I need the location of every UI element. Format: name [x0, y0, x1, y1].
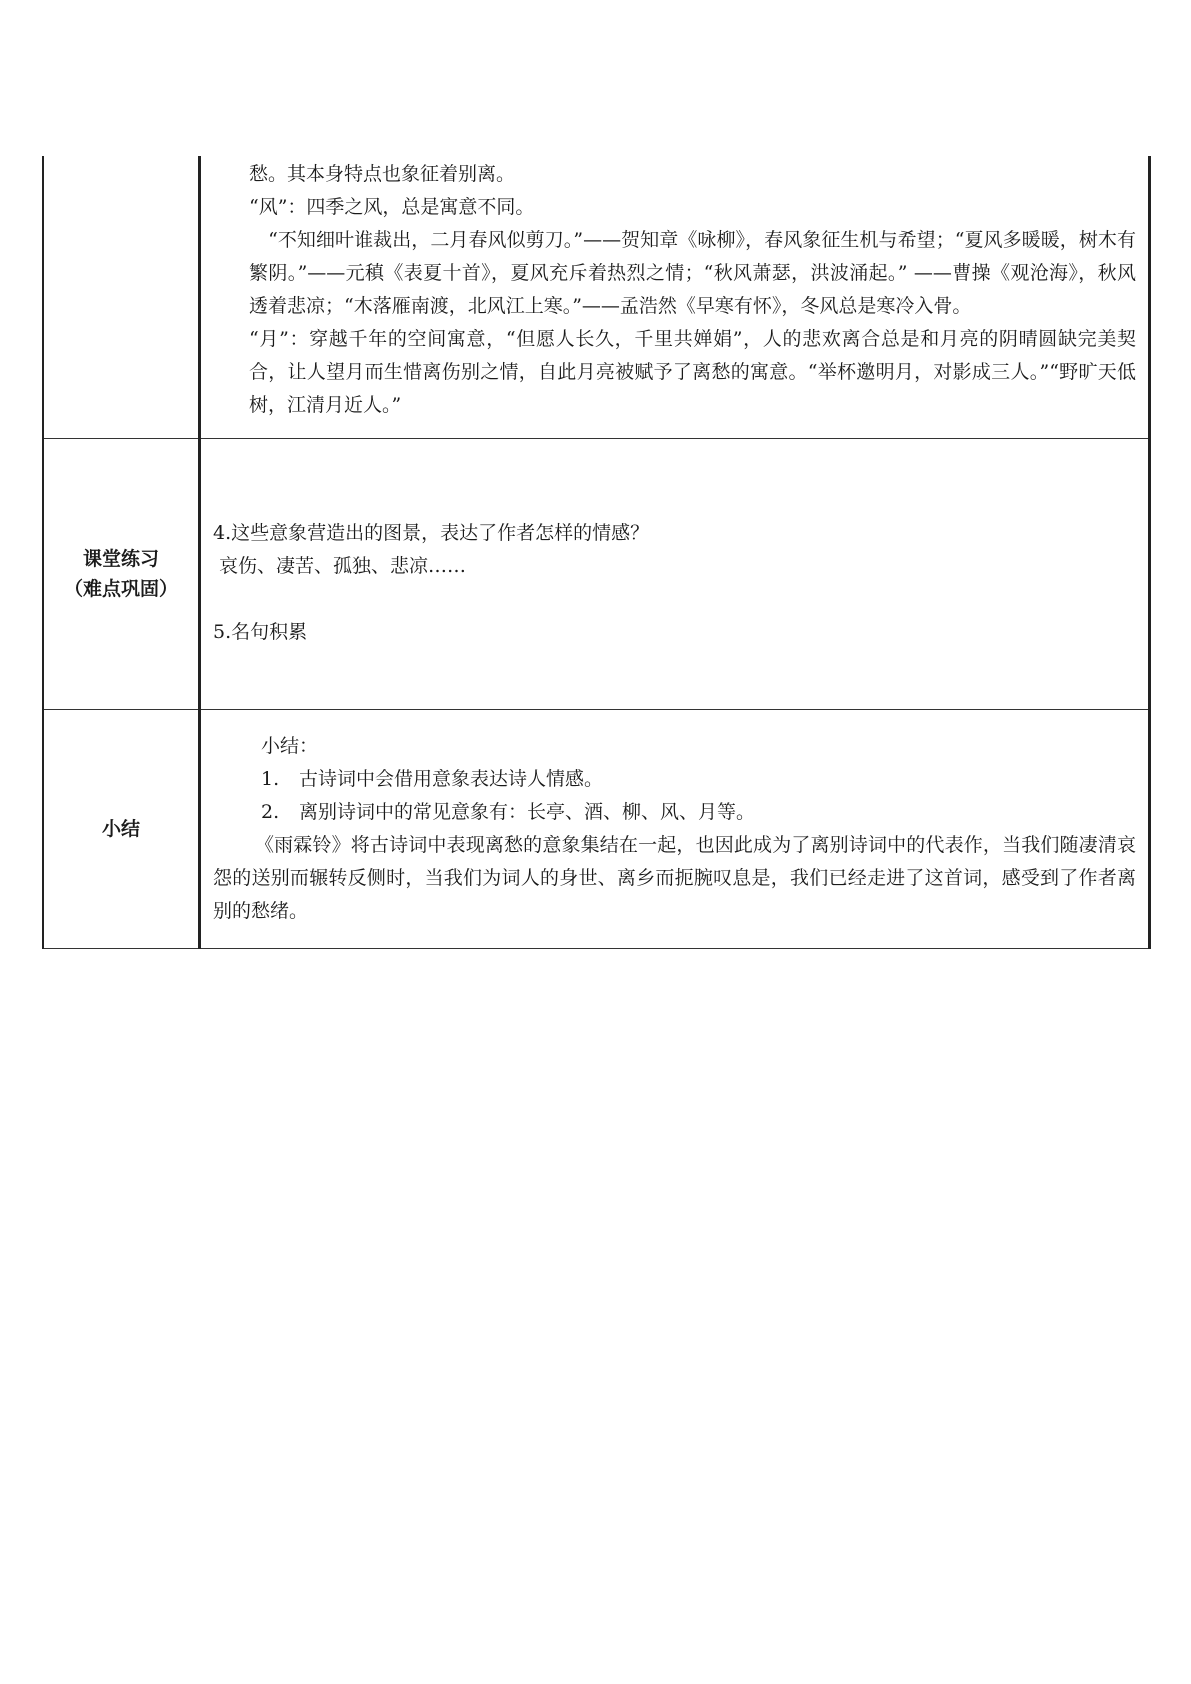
list-text: 古诗词中会借用意象表达诗人情感。	[299, 768, 604, 790]
row-label-cell	[43, 156, 200, 439]
row-label: 小结	[101, 818, 140, 840]
row-label-cell	[43, 710, 200, 949]
list-item	[213, 796, 1136, 829]
paragraph-moon: “月”：穿越千年的空间寓意，“但愿人长久，千里共婵娟”，人的悲欢离合总是和月亮的阴晴圆缺完美契合，让人望月而生惜离伤别之情，自此月亮被赋予了离愁的寓意。“举杯邀明月，对影成三人。”“野旷天低树，江清月近人。”	[249, 328, 1136, 416]
list-item	[213, 763, 1136, 796]
paragraph: 愁。其本身特点也象征着别离。	[249, 163, 516, 185]
row-label-cell	[43, 439, 200, 710]
table-row	[43, 439, 1150, 710]
list-number: 2.	[261, 801, 280, 823]
table-row	[43, 156, 1150, 439]
content-cell	[200, 439, 1150, 710]
summary	[201, 710, 1148, 928]
lesson-plan-table	[42, 156, 1151, 949]
question-5: 5.名句积累	[213, 621, 308, 643]
row-sublabel: （难点巩固）	[63, 578, 178, 600]
paragraph-wind-examples: “不知细叶谁裁出，二月春风似剪刀。”——贺知章《咏柳》，春风象征生机与希望；“夏风多暖暖，树木有繁阴。”——元稹《表夏十首》，夏风充斥着热烈之情；“秋风萧瑟，洪波涌起。” ——曹操《观沧海》，秋风透着悲凉；“木落雁南渡，北风江上寒。”——孟浩然《早寒有怀》，冬风总是寒冷入骨。	[249, 229, 1136, 317]
imagery-explanation	[201, 156, 1148, 422]
row-label: 课堂练习	[82, 548, 159, 570]
list-number: 1.	[261, 768, 280, 790]
list-text: 离别诗词中的常见意象有：长亭、酒、柳、风、月等。	[299, 801, 756, 823]
content-cell	[200, 710, 1150, 949]
answer-4: 哀伤、凄苦、孤独、悲凉……	[219, 555, 467, 577]
summary-heading: 小结：	[261, 735, 319, 757]
table-row	[43, 710, 1150, 949]
paragraph-wind: “风”：四季之风，总是寓意不同。	[249, 196, 535, 218]
content-cell	[200, 156, 1150, 439]
summary-conclusion: 《雨霖铃》将古诗词中表现离愁的意象集结在一起，也因此成为了离别诗词中的代表作，当我们随凄清哀怨的送别而辗转反侧时，当我们为词人的身世、离乡而扼腕叹息是，我们已经走进了这首词，感受到了作者离别的愁绪。	[213, 834, 1136, 922]
classroom-exercise	[201, 439, 1148, 649]
question-4: 4.这些意象营造出的图景，表达了作者怎样的情感？	[213, 522, 650, 544]
